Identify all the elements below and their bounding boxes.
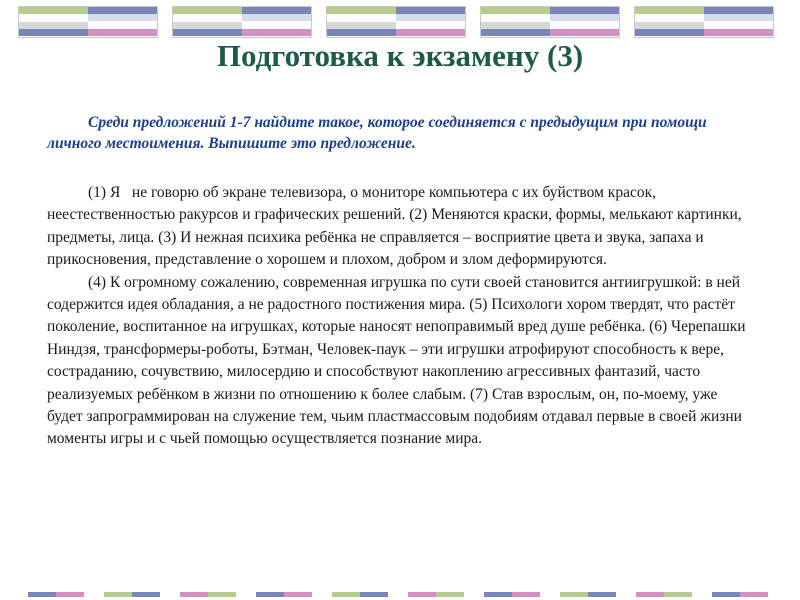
decor-block (172, 6, 312, 38)
task-instruction: Среди предложений 1-7 найдите такое, которое соединяется с предыдущим при помощи личного местоимения. Выпишите это предложение. (47, 114, 707, 152)
decor-block (326, 6, 466, 38)
decor-block (18, 6, 158, 38)
top-decoration (0, 6, 800, 42)
source-text (47, 182, 753, 451)
text-paragraph-1: (1) Я не говорю об экране телевизора, о мониторе компьютера с их буйством красок, неестественностью ракурсов и графических решений. (2) Меняются краски, формы, мелькают картинки, предметы, лица. (3) И нежная психика ребёнка не справляется – восприятие цвета и звука, запаха и прикосновения, представление о хорошем и плохом, добром и злом деформируются. (47, 184, 746, 269)
bottom-decoration (0, 592, 800, 597)
text-paragraph-2: (4) К огромному сожалению, современная игрушка по сути своей становится антиигрушкой: в ней содержится идея обладания, а не радостного постижения мира. (5) Психологи хором твердят, что растёт поколение, воспитанное на игрушках, которые наносят непоправимый вред душе ребёнка. (6) Черепашки Ниндзя, трансформеры-роботы, Бэтман, Человек-паук – эти игрушки атрофируют способность к вере, состраданию, сочувствию, милосердию и способствуют накоплению агрессивных фантазий, часто реализуемых ребёнком в жизни по отношению к более слабым. (7) Став взрослым, он, по-моему, уже будет запрограммирован на служение тем, чьим пластмассовым подобиям отдавал первые в своей жизни моменты игры и с чьей помощью осуществляется познание мира. (47, 273, 746, 448)
slide-title: Подготовка к экзамену (3) (216, 38, 584, 73)
decor-block (634, 6, 774, 38)
decor-block (480, 6, 620, 38)
